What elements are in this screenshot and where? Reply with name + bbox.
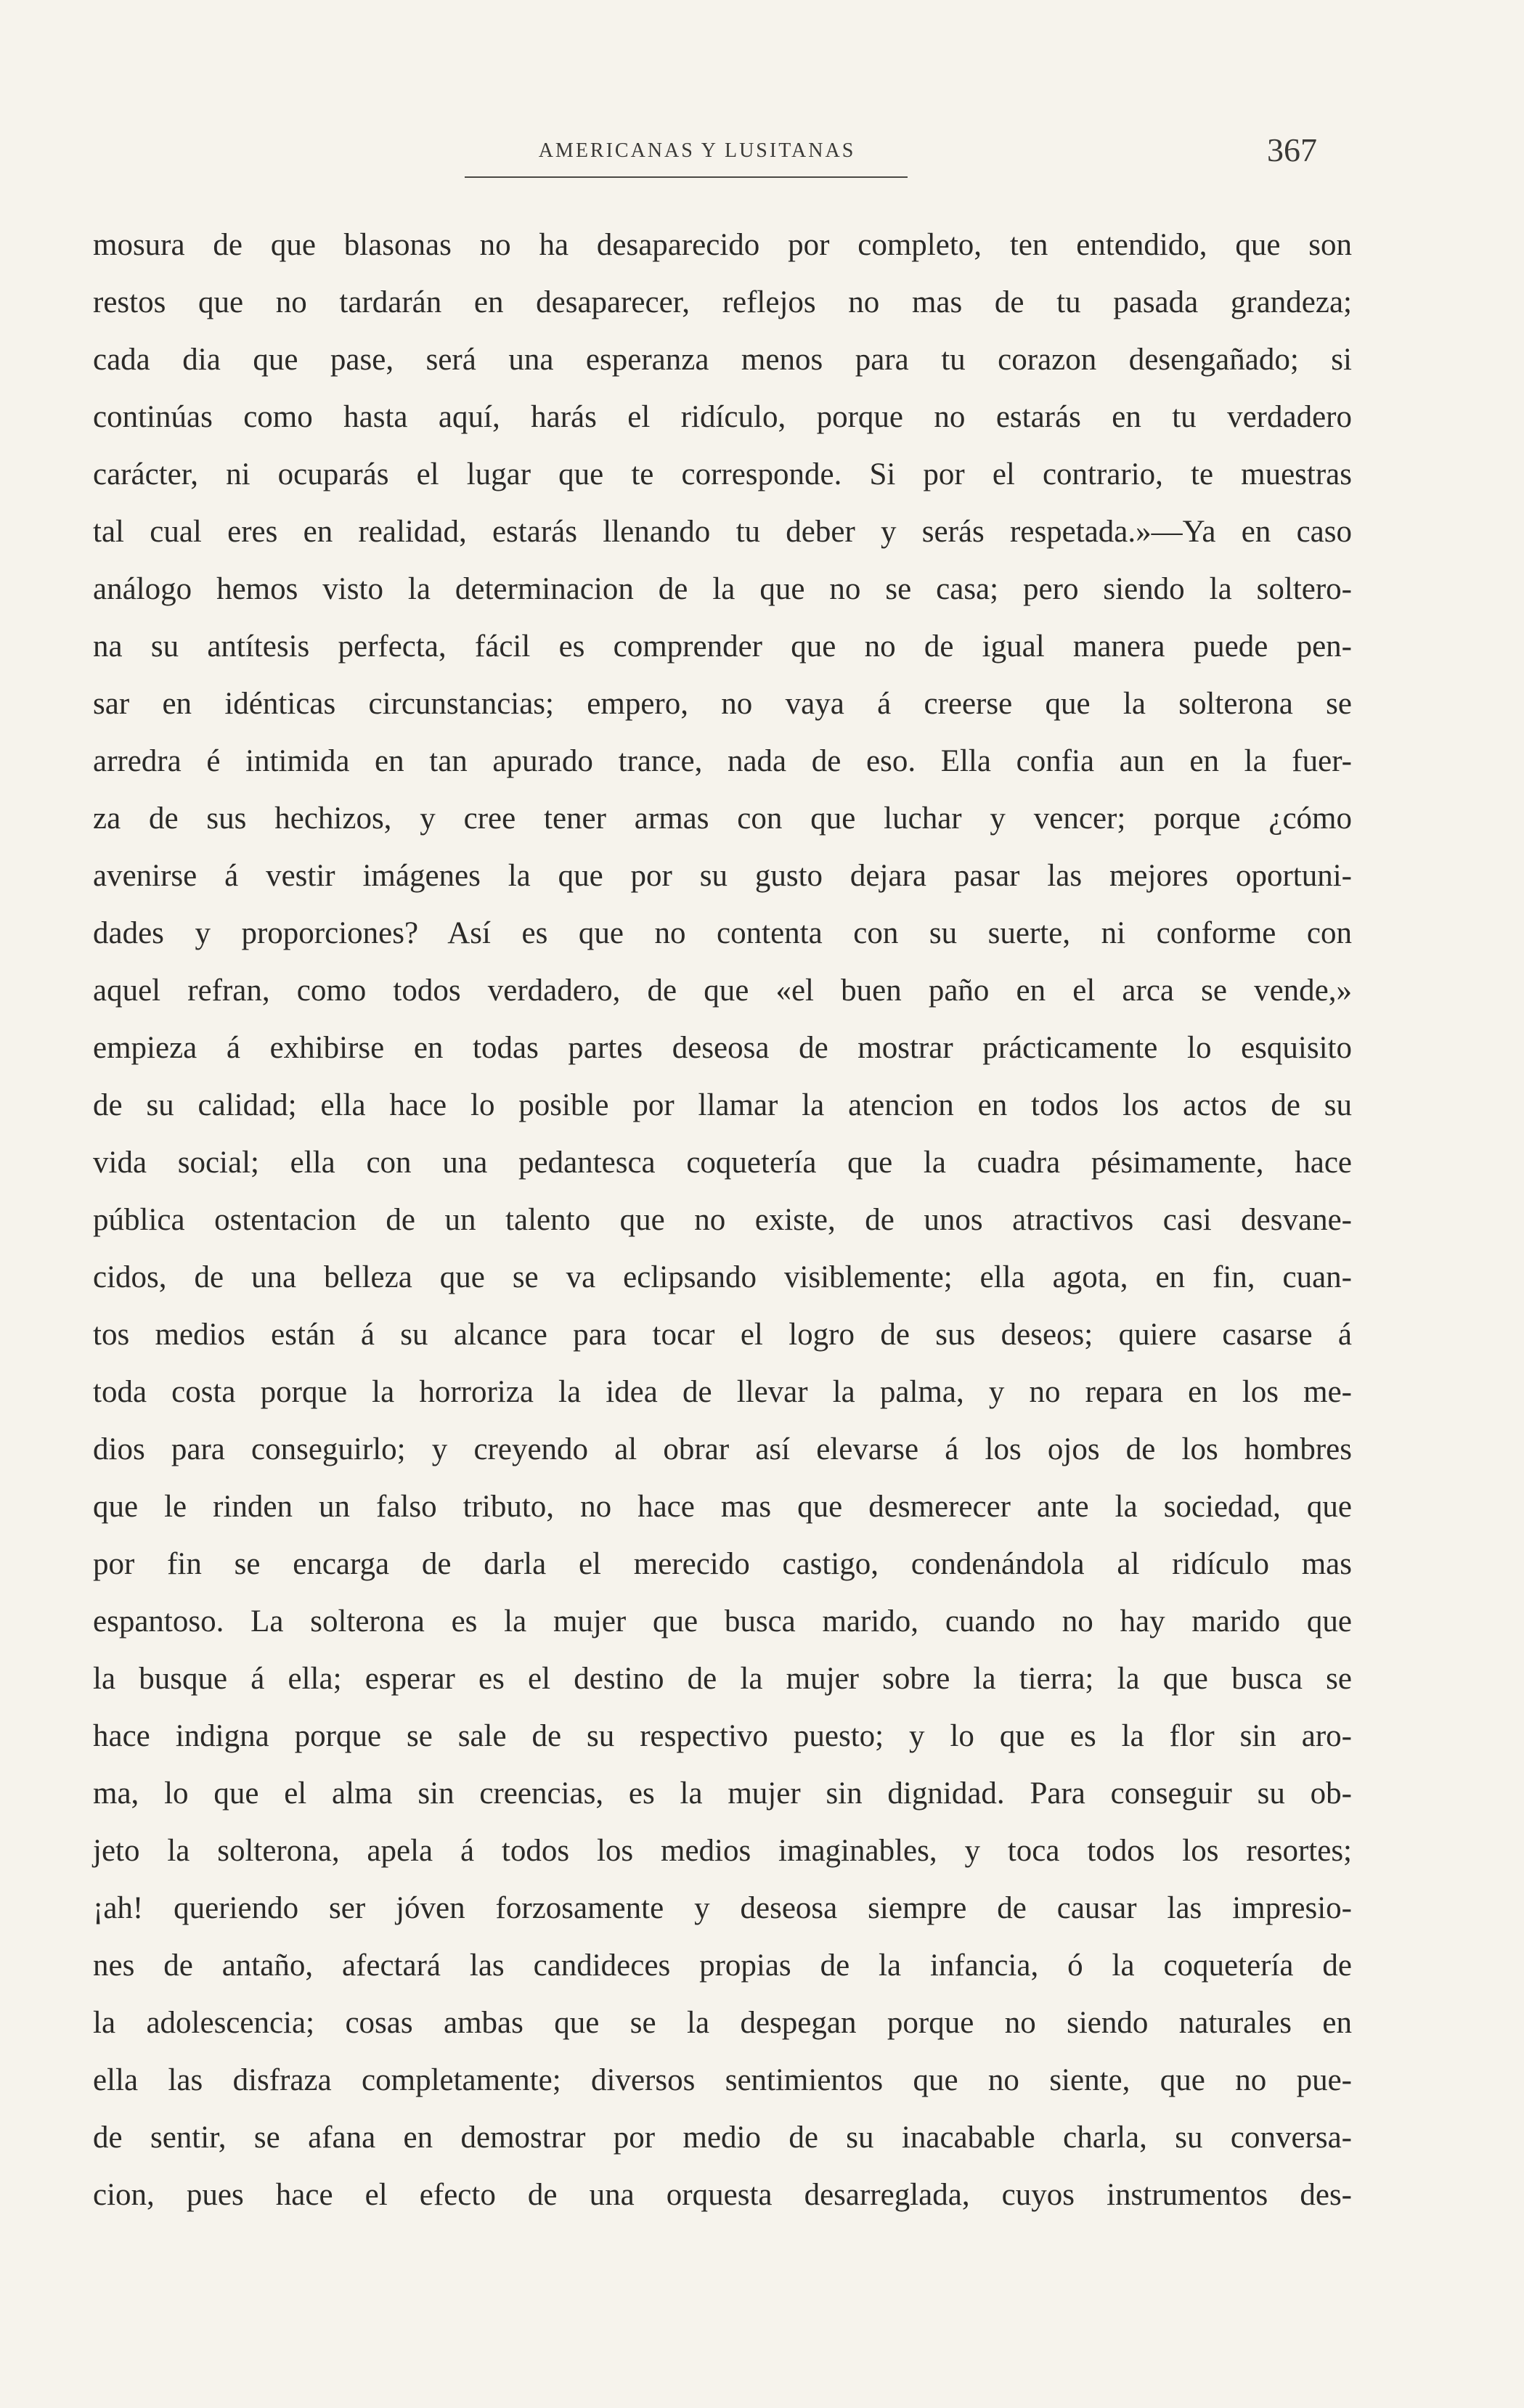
- text-line: continúas como hasta aquí, harás el ridículo, porque no estarás en tu verdadero: [93, 400, 1352, 434]
- text-line: tal cual eres en realidad, estarás llenando tu deber y serás respetada.»—Ya en caso: [93, 515, 1352, 549]
- page-number: 367: [1267, 131, 1317, 168]
- text-line: de su calidad; ella hace lo posible por llamar la atencion en todos los actos de su: [93, 1088, 1352, 1122]
- body-text: [93, 216, 1352, 2224]
- text-line: la adolescencia; cosas ambas que se la despegan porque no siendo naturales en: [93, 2006, 1352, 2040]
- text-line: arredra é intimida en tan apurado trance, nada de eso. Ella confia aun en la fuer-: [93, 744, 1352, 778]
- text-line: tos medios están á su alcance para tocar el logro de sus deseos; quiere casarse á: [93, 1318, 1352, 1352]
- text-line: aquel refran, como todos verdadero, de que «el buen paño en el arca se vende,»: [93, 974, 1352, 1008]
- text-line: na su antítesis perfecta, fácil es comprender que no de igual manera puede pen-: [93, 629, 1352, 664]
- text-line: cidos, de una belleza que se va eclipsando visiblemente; ella agota, en fin, cuan-: [93, 1260, 1352, 1294]
- text-line: ¡ah! queriendo ser jóven forzosamente y deseosa siempre de causar las impresio-: [93, 1891, 1352, 1925]
- running-title: AMERICANAS Y LUSITANAS: [538, 139, 856, 162]
- text-line: nes de antaño, afectará las candideces propias de la infancia, ó la coquetería de: [93, 1948, 1352, 1983]
- text-line: za de sus hechizos, y cree tener armas con que luchar y vencer; porque ¿cómo: [93, 801, 1352, 836]
- text-line: espantoso. La solterona es la mujer que busca marido, cuando no hay marido que: [93, 1604, 1352, 1638]
- text-line: dios para conseguirlo; y creyendo al obrar así elevarse á los ojos de los hombres: [93, 1432, 1352, 1466]
- text-line: de sentir, se afana en demostrar por medio de su inacabable charla, su conversa-: [93, 2121, 1352, 2155]
- text-line: ma, lo que el alma sin creencias, es la mujer sin dignidad. Para conseguir su ob-: [93, 1776, 1352, 1811]
- header-rule: [465, 176, 908, 178]
- text-line: sar en idénticas circunstancias; empero, no vaya á creerse que la solterona se: [93, 687, 1352, 721]
- text-line: avenirse á vestir imágenes la que por su gusto dejara pasar las mejores oportuni-: [93, 859, 1352, 893]
- text-line: toda costa porque la horroriza la idea de llevar la palma, y no repara en los me-: [93, 1375, 1352, 1409]
- text-line: ella las disfraza completamente; diversos sentimientos que no siente, que no pue-: [93, 2063, 1352, 2097]
- text-line: dades y proporciones? Así es que no contenta con su suerte, ni conforme con: [93, 916, 1352, 950]
- text-line: análogo hemos visto la determinacion de la que no se casa; pero siendo la soltero-: [93, 572, 1352, 606]
- text-line: la busque á ella; esperar es el destino de la mujer sobre la tierra; la que busca se: [93, 1662, 1352, 1696]
- text-line: pública ostentacion de un talento que no existe, de unos atractivos casi desvane-: [93, 1203, 1352, 1237]
- text-line: restos que no tardarán en desaparecer, reflejos no mas de tu pasada grandeza;: [93, 285, 1352, 319]
- text-line: empieza á exhibirse en todas partes deseosa de mostrar prácticamente lo esquisito: [93, 1031, 1352, 1065]
- text-line: mosura de que blasonas no ha desaparecido por completo, ten entendido, que son: [93, 228, 1352, 262]
- text-line: hace indigna porque se sale de su respectivo puesto; y lo que es la flor sin aro-: [93, 1719, 1352, 1753]
- text-line: cada dia que pase, será una esperanza menos para tu corazon desengañado; si: [93, 343, 1352, 377]
- text-line: carácter, ni ocuparás el lugar que te corresponde. Si por el contrario, te muestras: [93, 457, 1352, 491]
- text-line: cion, pues hace el efecto de una orquesta desarreglada, cuyos instrumentos des-: [93, 2178, 1352, 2212]
- text-line: jeto la solterona, apela á todos los medios imaginables, y toca todos los resortes;: [93, 1834, 1352, 1868]
- text-line: por fin se encarga de darla el merecido castigo, condenándola al ridículo mas: [93, 1547, 1352, 1581]
- text-line: vida social; ella con una pedantesca coquetería que la cuadra pésimamente, hace: [93, 1146, 1352, 1180]
- text-line: que le rinden un falso tributo, no hace mas que desmerecer ante la sociedad, que: [93, 1490, 1352, 1524]
